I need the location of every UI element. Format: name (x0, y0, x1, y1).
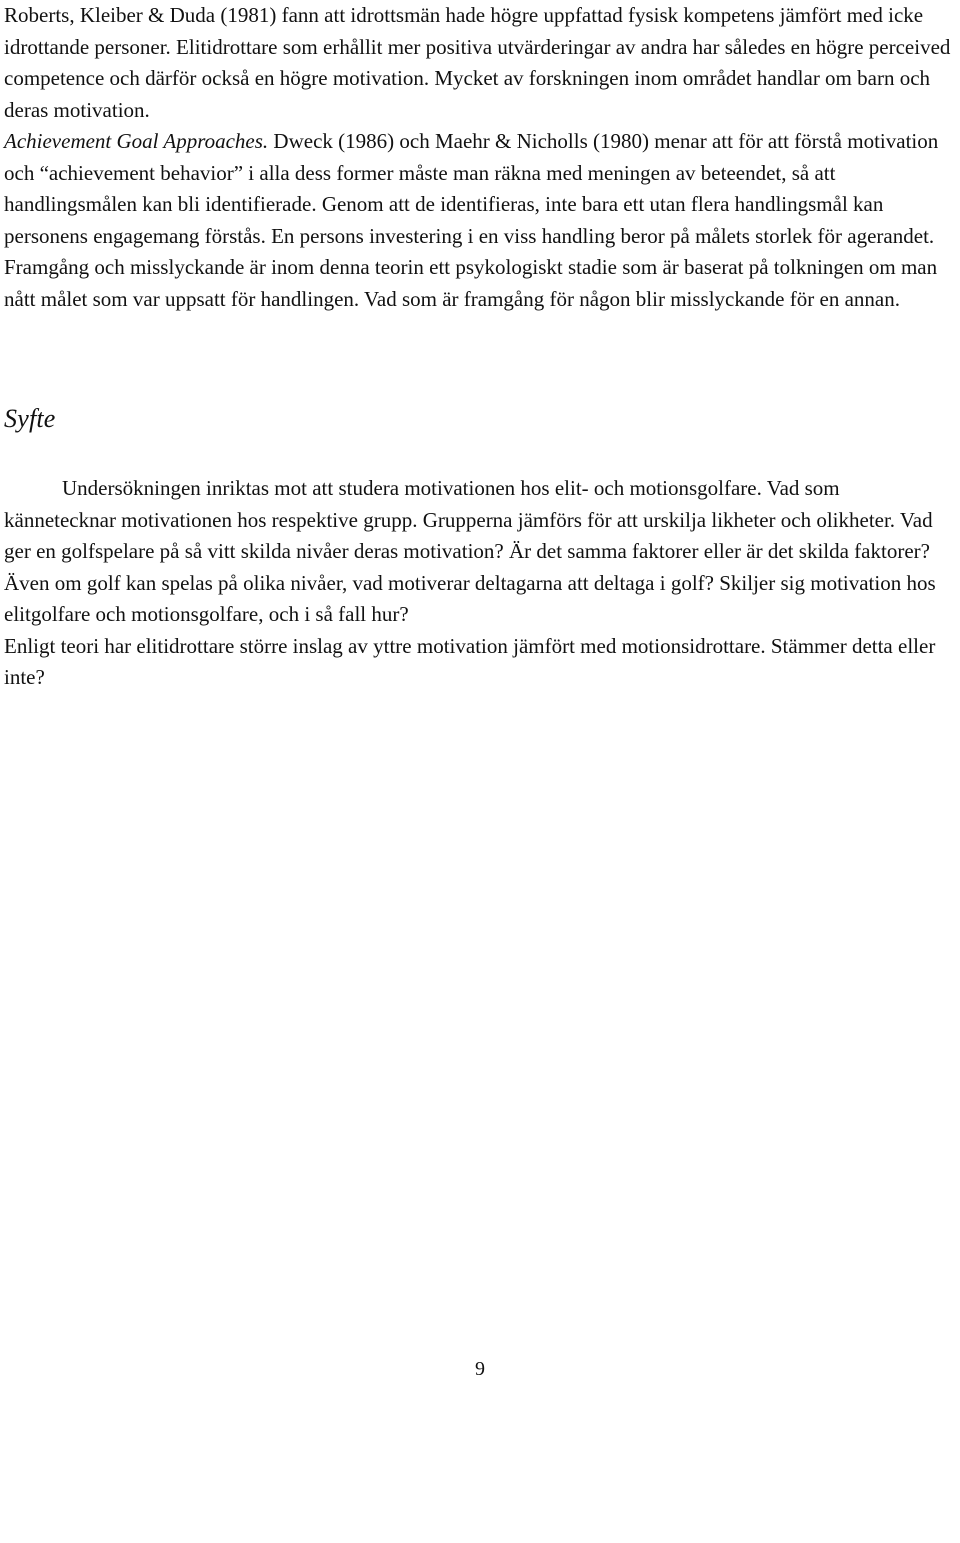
page-number: 9 (475, 1358, 485, 1380)
achievement-paragraph-text: Dweck (1986) och Maehr & Nicholls (1980) menar att för att förstå motivation och “achievement behavior” i alla dess former måste man räkna med meningen av beteendet, så att handlingsmålen kan bli identifierade. Genom att de identifieras, inte bara ett utan flera handlingsmål kan personens engagemang förstås. En persons investering i en viss handling beror på målets storlek för agerandet. (4, 129, 939, 248)
syfte-section (4, 473, 956, 694)
achievement-paragraph (4, 126, 956, 252)
intro-paragraph: Roberts, Kleiber & Duda (1981) fann att idrottsmän hade högre uppfattad fysisk kompetens jämfört med icke idrottande personer. Elitidrottare som erhållit mer positiva utvärderingar av andra har således en högre perceived competence och därför också en högre motivation. Mycket av forskningen inom området handlar om barn och deras motivation. (4, 3, 951, 122)
syfte-paragraph-1-text: Undersökningen inriktas mot att studera motivationen hos elit- och motionsgolfare. Vad som kännetecknar motivationen hos respektive grupp. Grupperna jämförs för att urskilja likheter och olikheter. Vad ger en golfspelare på så vitt skilda nivåer deras motivation? Är det samma faktorer eller är det skilda faktorer? (4, 476, 933, 563)
syfte-paragraph-3: Enligt teori har elitidrottare större inslag av yttre motivation jämfört med motionsidrottare. Stämmer detta eller inte? (4, 633, 936, 689)
syfte-paragraph-1 (4, 473, 956, 568)
syfte-paragraph-2: Även om golf kan spelas på olika nivåer, vad motiverar deltagarna att deltaga i golf? Skiljer sig motivation hos elitgolfare och motionsgolfare, och i så fall hur? (4, 570, 936, 626)
theory-section (4, 0, 956, 315)
success-failure-paragraph: Framgång och misslyckande är inom denna teorin ett psykologiskt stadie som är baserat på tolkningen om man nått målet som var uppsatt för handlingen. Vad som är framgång för någon blir misslyckande för en annan. (4, 255, 938, 311)
achievement-goal-heading: Achievement Goal Approaches. (4, 129, 269, 153)
syfte-heading: Syfte (4, 404, 56, 433)
